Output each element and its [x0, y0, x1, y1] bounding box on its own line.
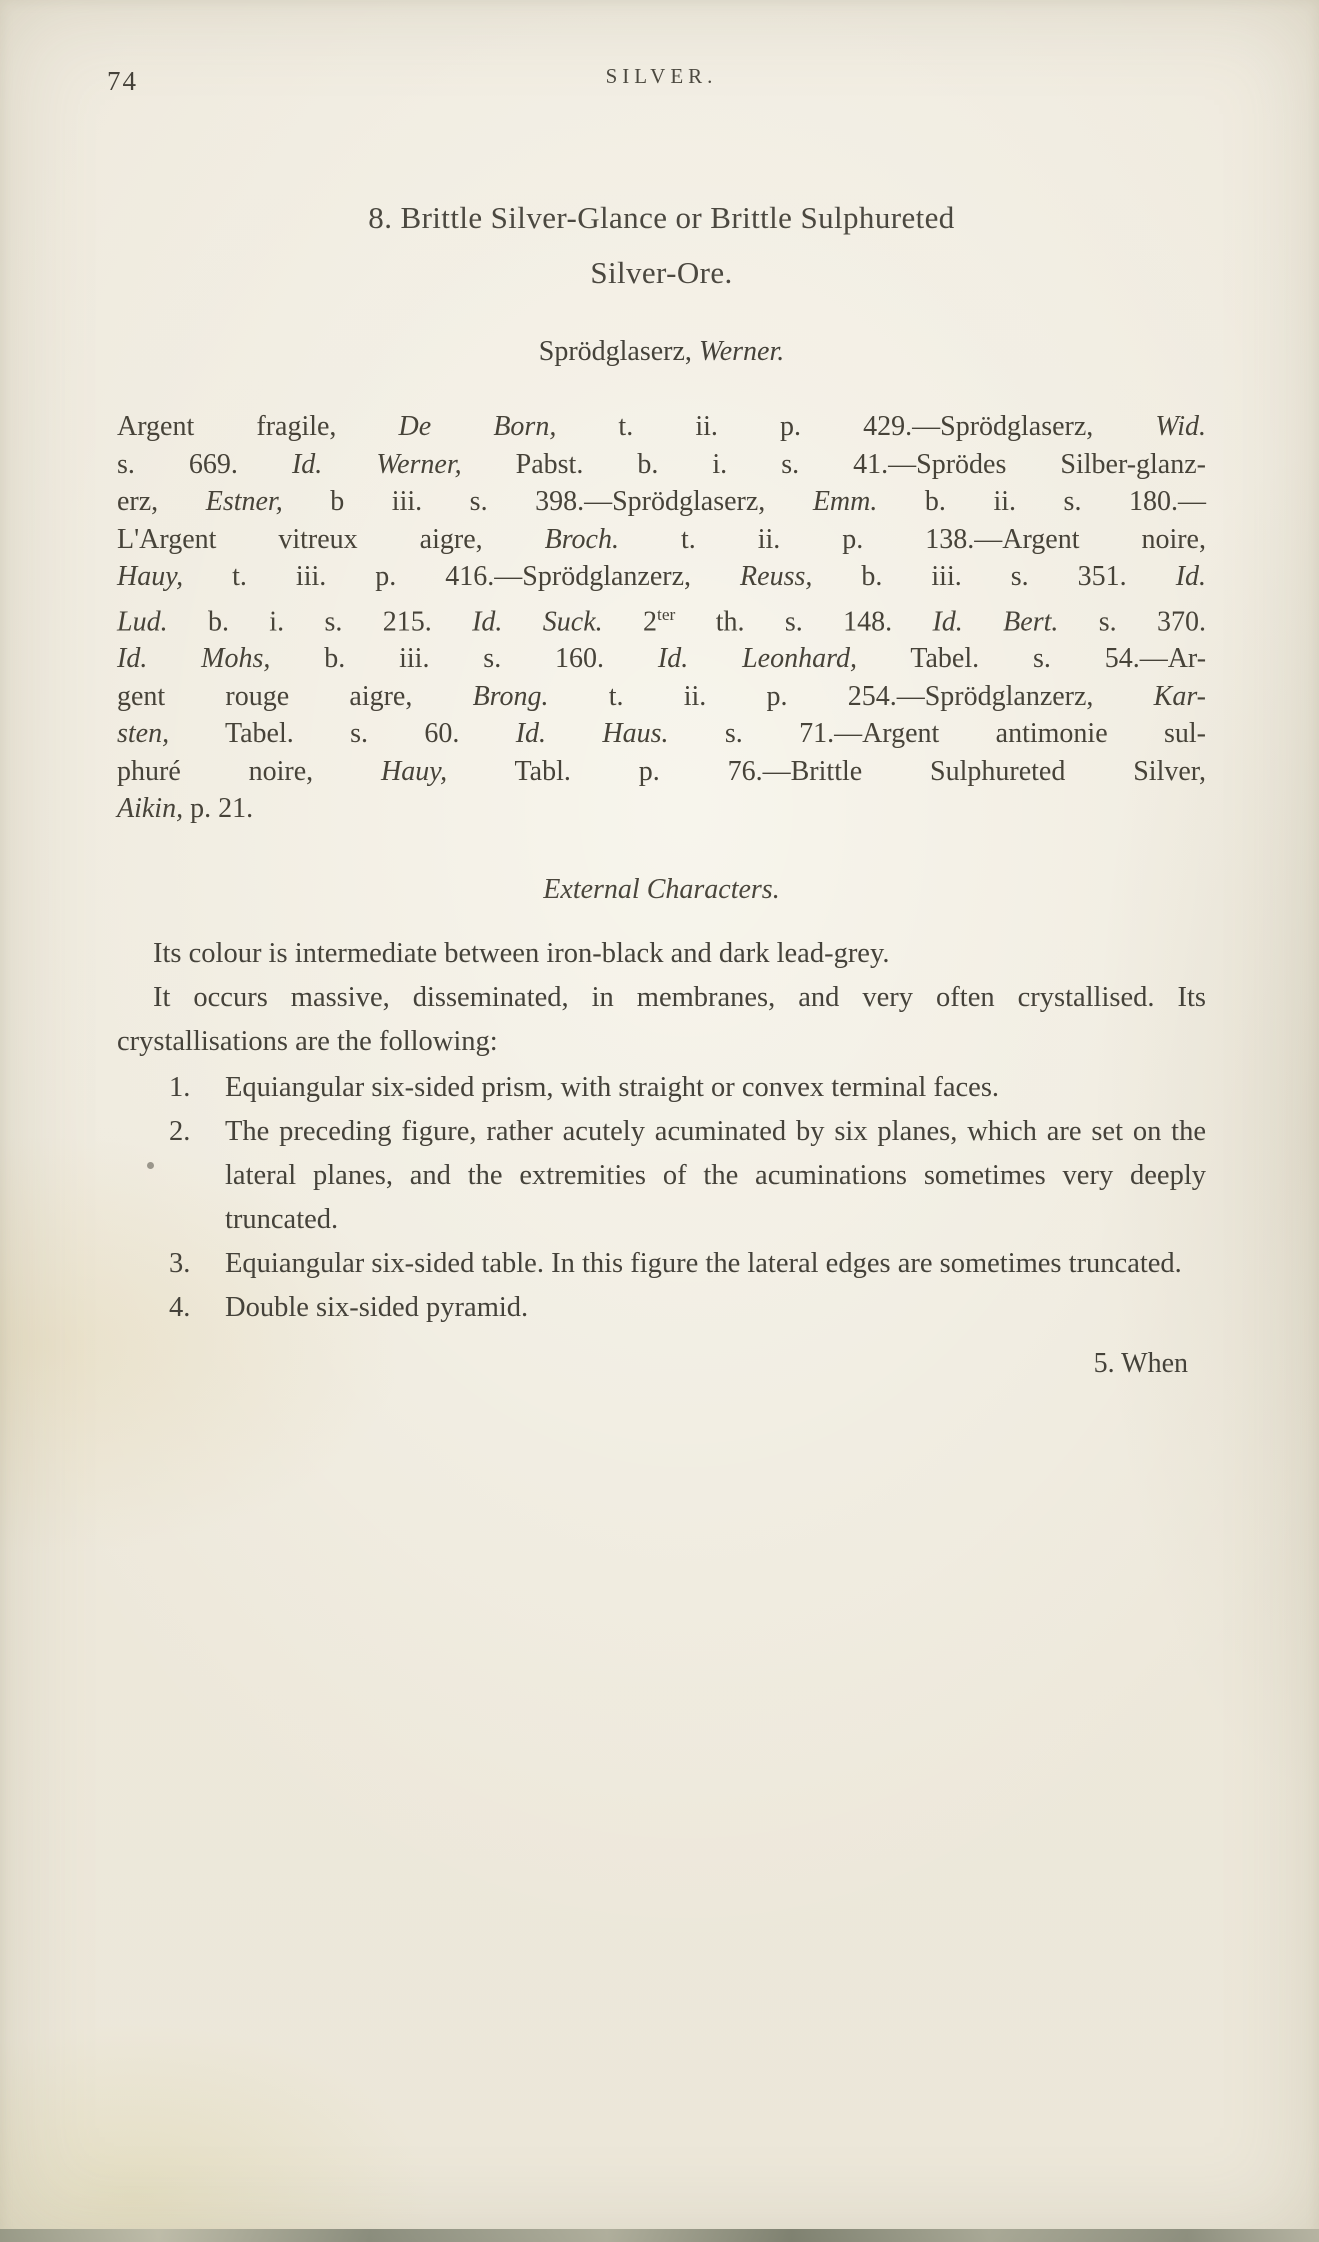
running-title: SILVER. — [605, 64, 718, 88]
citation-line: L'Argent vitreux aigre, Broch. t. ii. p. 138.—Argent noire, — [117, 523, 1206, 555]
citation-line: Id. Mohs, b. iii. s. 160. Id. Leonhard, Tabel. s. 54.—Ar- — [117, 643, 1207, 675]
section-heading — [117, 190, 1206, 300]
list-item-text: Equiangular six-sided table. In this figure the lateral edges are sometimes truncated. — [225, 1247, 1182, 1279]
list-item-text: Double six-sided pyramid. — [225, 1291, 529, 1323]
citation-paragraph — [117, 408, 1206, 828]
citation-line: erz, Estner, b iii. s. 398.—Sprödglaserz, Emm. b. ii. s. 180.— — [117, 486, 1206, 517]
page-number: 74 — [107, 66, 138, 96]
citation-line: s. 669. Id. Werner, Pabst. b. i. s. 41.—Sprödes Silber-glanz- — [117, 448, 1206, 480]
body-text — [117, 932, 1206, 1386]
citation-line: phuré noire, Hauy, Tabl. p. 76.—Brittle Sulphureted Silver, — [117, 755, 1206, 787]
list-item — [117, 1066, 1206, 1110]
list-item-text: Equiangular six-sided prism, with straight or convex terminal faces. — [225, 1071, 1000, 1103]
scan-edge-artifact — [0, 2229, 1319, 2242]
catchword: 5. When — [1093, 1347, 1188, 1379]
list-item — [117, 1242, 1206, 1286]
citation-line: Aikin, p. 21. — [117, 793, 254, 825]
list-item — [117, 1110, 1206, 1242]
citation-line: sten, Tabel. s. 60. Id. Haus. s. 71.—Argent antimonie sul- — [117, 718, 1206, 750]
paragraph-occurrence: It occurs massive, disseminated, in membranes, and very often crystallised. Its crystallisations are the following: — [117, 981, 1206, 1057]
section-heading-line-1: 8. Brittle Silver-Glance or Brittle Sulphureted — [368, 200, 955, 235]
subheading: Sprödglaserz, Werner. — [538, 336, 785, 367]
list-item-number: 1. — [169, 1071, 191, 1103]
list-item — [117, 1286, 1206, 1330]
paragraph-colour: Its colour is intermediate between iron-black and dark lead-grey. — [153, 937, 890, 969]
subsection-title: External Characters. — [543, 873, 780, 905]
citation-line: Hauy, t. iii. p. 416.—Sprödglanzerz, Reuss, b. iii. s. 351. Id. — [117, 561, 1207, 592]
ink-speck — [147, 1162, 154, 1169]
page-header — [107, 64, 1206, 100]
list-item-text: The preceding figure, rather acutely acuminated by six planes, which are set on the lateral planes, and the extremities of the acuminations sometimes very deeply truncated. — [225, 1115, 1206, 1235]
citation-line: Argent fragile, De Born, t. ii. p. 429.—Sprödglaserz, Wid. — [117, 411, 1206, 442]
section-heading-line-2: Silver-Ore. — [590, 255, 733, 290]
list-item-number: 2. — [169, 1115, 191, 1147]
citation-line: gent rouge aigre, Brong. t. ii. p. 254.—Sprödglanzerz, Kar- — [117, 680, 1206, 712]
citation-line: Lud. b. i. s. 215. Id. Suck. $2^{ter}$ th. s. 148. Id. Bert. s. 370. — [117, 604, 1207, 637]
list-item-number: 3. — [169, 1247, 191, 1279]
list-item-number: 4. — [169, 1291, 191, 1323]
crystallisation-list — [117, 1066, 1206, 1330]
